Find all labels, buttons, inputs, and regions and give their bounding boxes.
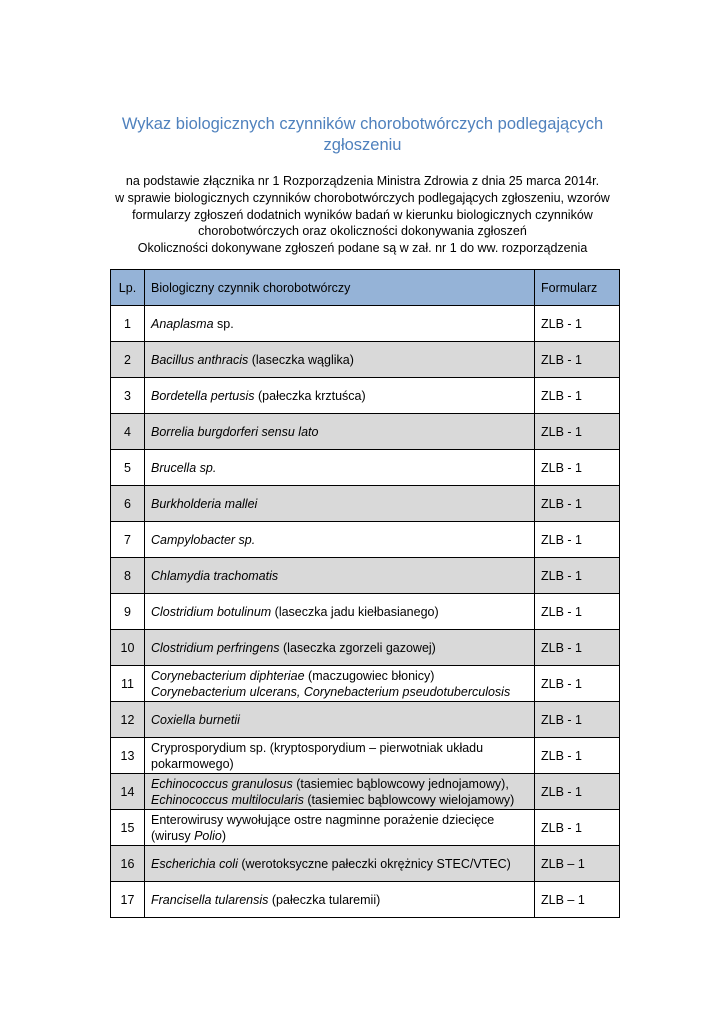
row-agent xyxy=(145,558,535,594)
agent-text-segment: (werotoksyczne pałeczki okrężnicy STEC/VTEC) xyxy=(237,856,511,871)
header-form: Formularz xyxy=(535,270,620,306)
agent-text-segment: Bordetella pertusis xyxy=(151,388,255,403)
agent-text-segment: (pałeczka krztuśca) xyxy=(254,388,366,403)
intro-line: formularzy zgłoszeń dodatnich wyników badań w kierunku biologicznych czynników xyxy=(132,207,593,222)
row-agent xyxy=(145,306,535,342)
row-lp: 7 xyxy=(111,522,145,558)
table-row xyxy=(111,306,620,342)
intro-line: na podstawie złącznika nr 1 Rozporządzenia Ministra Zdrowia z dnia 25 marca 2014r. xyxy=(125,174,600,188)
table-row xyxy=(111,594,620,630)
table-row xyxy=(111,522,620,558)
agent-text-segment: Clostridium perfringens xyxy=(151,640,280,655)
row-agent xyxy=(145,342,535,378)
agent-text-segment: Borrelia burgdorferi sensu lato xyxy=(151,424,319,439)
agent-text-segment: Corynebacterium ulcerans, Corynebacterium pseudotuberculosis xyxy=(151,684,511,699)
table-row xyxy=(111,702,620,738)
header-lp: Lp. xyxy=(111,270,145,306)
row-agent xyxy=(145,414,535,450)
table-row xyxy=(111,558,620,594)
row-lp: 14 xyxy=(111,774,145,810)
row-form: ZLB – 1 xyxy=(535,846,620,882)
agent-text-segment: Bacillus anthracis xyxy=(151,352,249,367)
row-agent xyxy=(145,846,535,882)
document-title: Wykaz biologicznych czynników chorobotwórczych podlegających zgłoszeniu xyxy=(121,115,604,154)
row-agent xyxy=(145,738,535,774)
row-form: ZLB - 1 xyxy=(535,558,620,594)
row-agent xyxy=(145,774,535,810)
table-row xyxy=(111,666,620,702)
row-agent xyxy=(145,810,535,846)
table-row xyxy=(111,882,620,918)
row-lp: 17 xyxy=(111,882,145,918)
agent-text-segment: Polio xyxy=(194,828,222,843)
row-form: ZLB - 1 xyxy=(535,342,620,378)
row-lp: 3 xyxy=(111,378,145,414)
row-lp: 6 xyxy=(111,486,145,522)
row-form: ZLB - 1 xyxy=(535,522,620,558)
agent-text-segment: Enterowirusy wywołujące ostre nagminne porażenie dziecięce (wirusy xyxy=(151,812,495,843)
agent-text-segment: (tasiemiec bąblowcowy wielojamowy) xyxy=(303,792,515,807)
agent-text-segment: (laseczka wąglika) xyxy=(248,352,354,367)
table-row xyxy=(111,630,620,666)
row-lp: 9 xyxy=(111,594,145,630)
row-agent xyxy=(145,486,535,522)
agent-text-segment: ) xyxy=(221,828,227,843)
agent-text-segment: (laseczka jadu kiełbasianego) xyxy=(271,604,439,619)
row-form: ZLB - 1 xyxy=(535,738,620,774)
agent-text-segment: Echinococcus granulosus xyxy=(151,776,293,791)
intro-line: chorobotwórczych oraz okoliczności dokonywania zgłoszeń xyxy=(198,224,527,239)
agent-text-segment: Chlamydia trachomatis xyxy=(151,568,279,583)
agent-text-segment: (laseczka zgorzeli gazowej) xyxy=(279,640,436,655)
row-agent xyxy=(145,882,535,918)
row-form: ZLB - 1 xyxy=(535,414,620,450)
row-form: ZLB - 1 xyxy=(535,306,620,342)
table-row xyxy=(111,378,620,414)
row-form: ZLB - 1 xyxy=(535,810,620,846)
row-lp: 12 xyxy=(111,702,145,738)
row-form: ZLB - 1 xyxy=(535,450,620,486)
row-form: ZLB - 1 xyxy=(535,486,620,522)
row-agent xyxy=(145,630,535,666)
intro-line: w sprawie biologicznych czynników chorobotwórczych podlegających zgłoszeniu, wzorów xyxy=(115,190,610,205)
table-row xyxy=(111,810,620,846)
table-row xyxy=(111,342,620,378)
row-lp: 8 xyxy=(111,558,145,594)
agent-text-segment: (tasiemiec bąblowcowy jednojamowy), xyxy=(292,776,509,791)
intro-text xyxy=(100,173,625,257)
agent-text-segment: Burkholderia mallei xyxy=(151,496,258,511)
row-agent xyxy=(145,450,535,486)
row-lp: 4 xyxy=(111,414,145,450)
agent-text-segment: (maczugowiec błonicy) xyxy=(304,668,435,683)
row-form: ZLB - 1 xyxy=(535,702,620,738)
row-lp: 13 xyxy=(111,738,145,774)
table-row xyxy=(111,450,620,486)
row-agent xyxy=(145,666,535,702)
row-lp: 5 xyxy=(111,450,145,486)
pathogen-table xyxy=(110,269,620,918)
table-row xyxy=(111,774,620,810)
header-agent: Biologiczny czynnik chorobotwórczy xyxy=(145,270,535,306)
table-row xyxy=(111,846,620,882)
agent-text-segment: Francisella tularensis xyxy=(151,892,269,907)
row-form: ZLB - 1 xyxy=(535,666,620,702)
row-lp: 2 xyxy=(111,342,145,378)
agent-text-segment: Coxiella burnetii xyxy=(151,712,240,727)
agent-text-segment: Echinococcus multilocularis xyxy=(151,792,304,807)
row-lp: 11 xyxy=(111,666,145,702)
row-agent xyxy=(145,378,535,414)
agent-text-segment: Escherichia coli xyxy=(151,856,238,871)
agent-text-segment: Campylobacter sp. xyxy=(151,532,256,547)
agent-text-segment: Corynebacterium diphteriae xyxy=(151,668,305,683)
table-header-row xyxy=(111,270,620,306)
row-lp: 16 xyxy=(111,846,145,882)
agent-text-segment: Brucella sp. xyxy=(151,460,217,475)
row-lp: 10 xyxy=(111,630,145,666)
row-form: ZLB - 1 xyxy=(535,378,620,414)
table-row xyxy=(111,486,620,522)
agent-text-segment: Cryprosporydium sp. (kryptosporydium – pierwotniak układu pokarmowego) xyxy=(151,740,484,771)
agent-text-segment: Anaplasma xyxy=(151,316,214,331)
row-form: ZLB - 1 xyxy=(535,630,620,666)
table-row xyxy=(111,414,620,450)
row-lp: 1 xyxy=(111,306,145,342)
row-lp: 15 xyxy=(111,810,145,846)
row-form: ZLB - 1 xyxy=(535,594,620,630)
agent-text-segment: (pałeczka tularemii) xyxy=(268,892,381,907)
row-form: ZLB - 1 xyxy=(535,774,620,810)
row-agent xyxy=(145,522,535,558)
intro-line: Okoliczności dokonywane zgłoszeń podane są w zał. nr 1 do ww. rozporządzenia xyxy=(137,241,588,256)
agent-text-segment: Clostridium botulinum xyxy=(151,604,272,619)
row-form: ZLB – 1 xyxy=(535,882,620,918)
table-row xyxy=(111,738,620,774)
agent-text-segment: sp. xyxy=(213,316,234,331)
row-agent xyxy=(145,594,535,630)
row-agent xyxy=(145,702,535,738)
